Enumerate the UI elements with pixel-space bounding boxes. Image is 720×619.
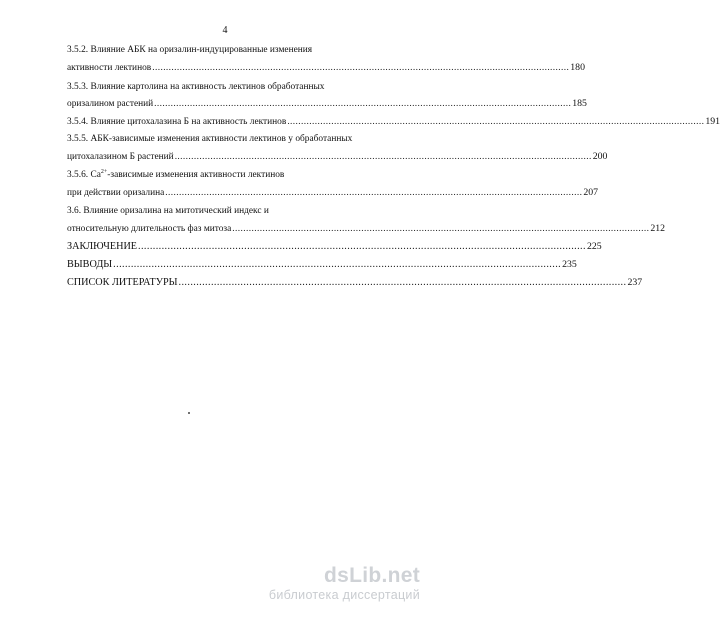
scan-speck [188,412,190,414]
toc-line[interactable] [67,61,585,75]
dot-leader: ........................................................................................................................................................ [154,99,572,109]
toc-entry-text: при действии оризалина [67,188,165,198]
dot-leader: ........................................................................................................................................................ [178,277,627,288]
toc-entry-text: активности лектинов [67,63,152,73]
dot-leader: ........................................................................................................................................................ [287,117,705,127]
toc-page-number: 237 [627,277,643,288]
toc-page-number: 200 [592,151,608,162]
watermark [269,565,420,603]
toc-entry-prefix: 3.5.6. Ca [67,170,101,180]
toc-page-number: 185 [572,98,587,109]
watermark-subtitle: библиотека диссертаций [268,588,420,602]
toc-line[interactable] [67,258,577,272]
dot-leader: ........................................................................................................................................................ [232,224,650,234]
toc-page-number: 180 [570,62,585,73]
toc-line [67,43,415,57]
toc-page-number: 191 [705,116,720,127]
toc-entry-text: ЗАКЛЮЧЕНИЕ [67,241,138,252]
toc-page-number: 225 [586,241,602,252]
toc-entry-text: 3.5.3. Влияние картолина на активность лектинов обработанных [67,82,325,92]
toc-line[interactable] [67,97,587,111]
toc-line[interactable] [67,276,643,290]
toc-entry-text: цитохалазином Б растений [67,152,174,162]
dot-leader: ........................................................................................................................................................ [138,241,586,252]
toc-line[interactable] [67,150,608,164]
toc-line [67,168,415,182]
toc-entry-text: СПИСОК ЛИТЕРАТУРЫ [67,277,178,288]
page-number: 4 [222,25,228,36]
watermark-logo: dsLib.net [323,564,420,587]
toc-line[interactable] [67,240,602,254]
dot-leader: ........................................................................................................................................................ [174,152,592,162]
dot-leader: ........................................................................................................................................................ [152,63,570,73]
toc-line [67,80,415,94]
superscript-charge: 2+ [100,169,108,175]
toc-page-number: 235 [562,259,577,270]
toc-entry-text: относительную длительность фаз митоза [67,224,232,234]
toc-entry-text: ВЫВОДЫ [67,259,113,270]
toc-entry-text: 3.5.2. Влияние АБК на оризалин-индуцированные изменения [67,45,313,55]
toc-page-number: 212 [650,223,666,234]
toc-entry-text: 3.5.4. Влияние цитохалазина Б на активность лектинов [67,117,287,127]
toc-line [67,204,415,218]
toc-entry-text: оризалином растений [67,99,154,109]
toc-page-number: 207 [583,187,599,198]
toc-entry-suffix: -зависимые изменения активности лектинов [107,170,285,180]
toc-line[interactable] [67,222,666,236]
dot-leader: ........................................................................................................................................................ [165,188,583,198]
toc-entry-text [67,168,284,182]
toc-line[interactable] [67,186,599,200]
dot-leader: ........................................................................................................................................................ [113,259,562,270]
toc-entry-text: 3.5.5. АБК-зависимые изменения активности лектинов у обработанных [67,134,353,144]
toc-line [67,132,415,146]
toc-entry-text: 3.6. Влияние оризалина на митотический индекс и [67,206,269,216]
toc-line[interactable] [67,115,720,129]
